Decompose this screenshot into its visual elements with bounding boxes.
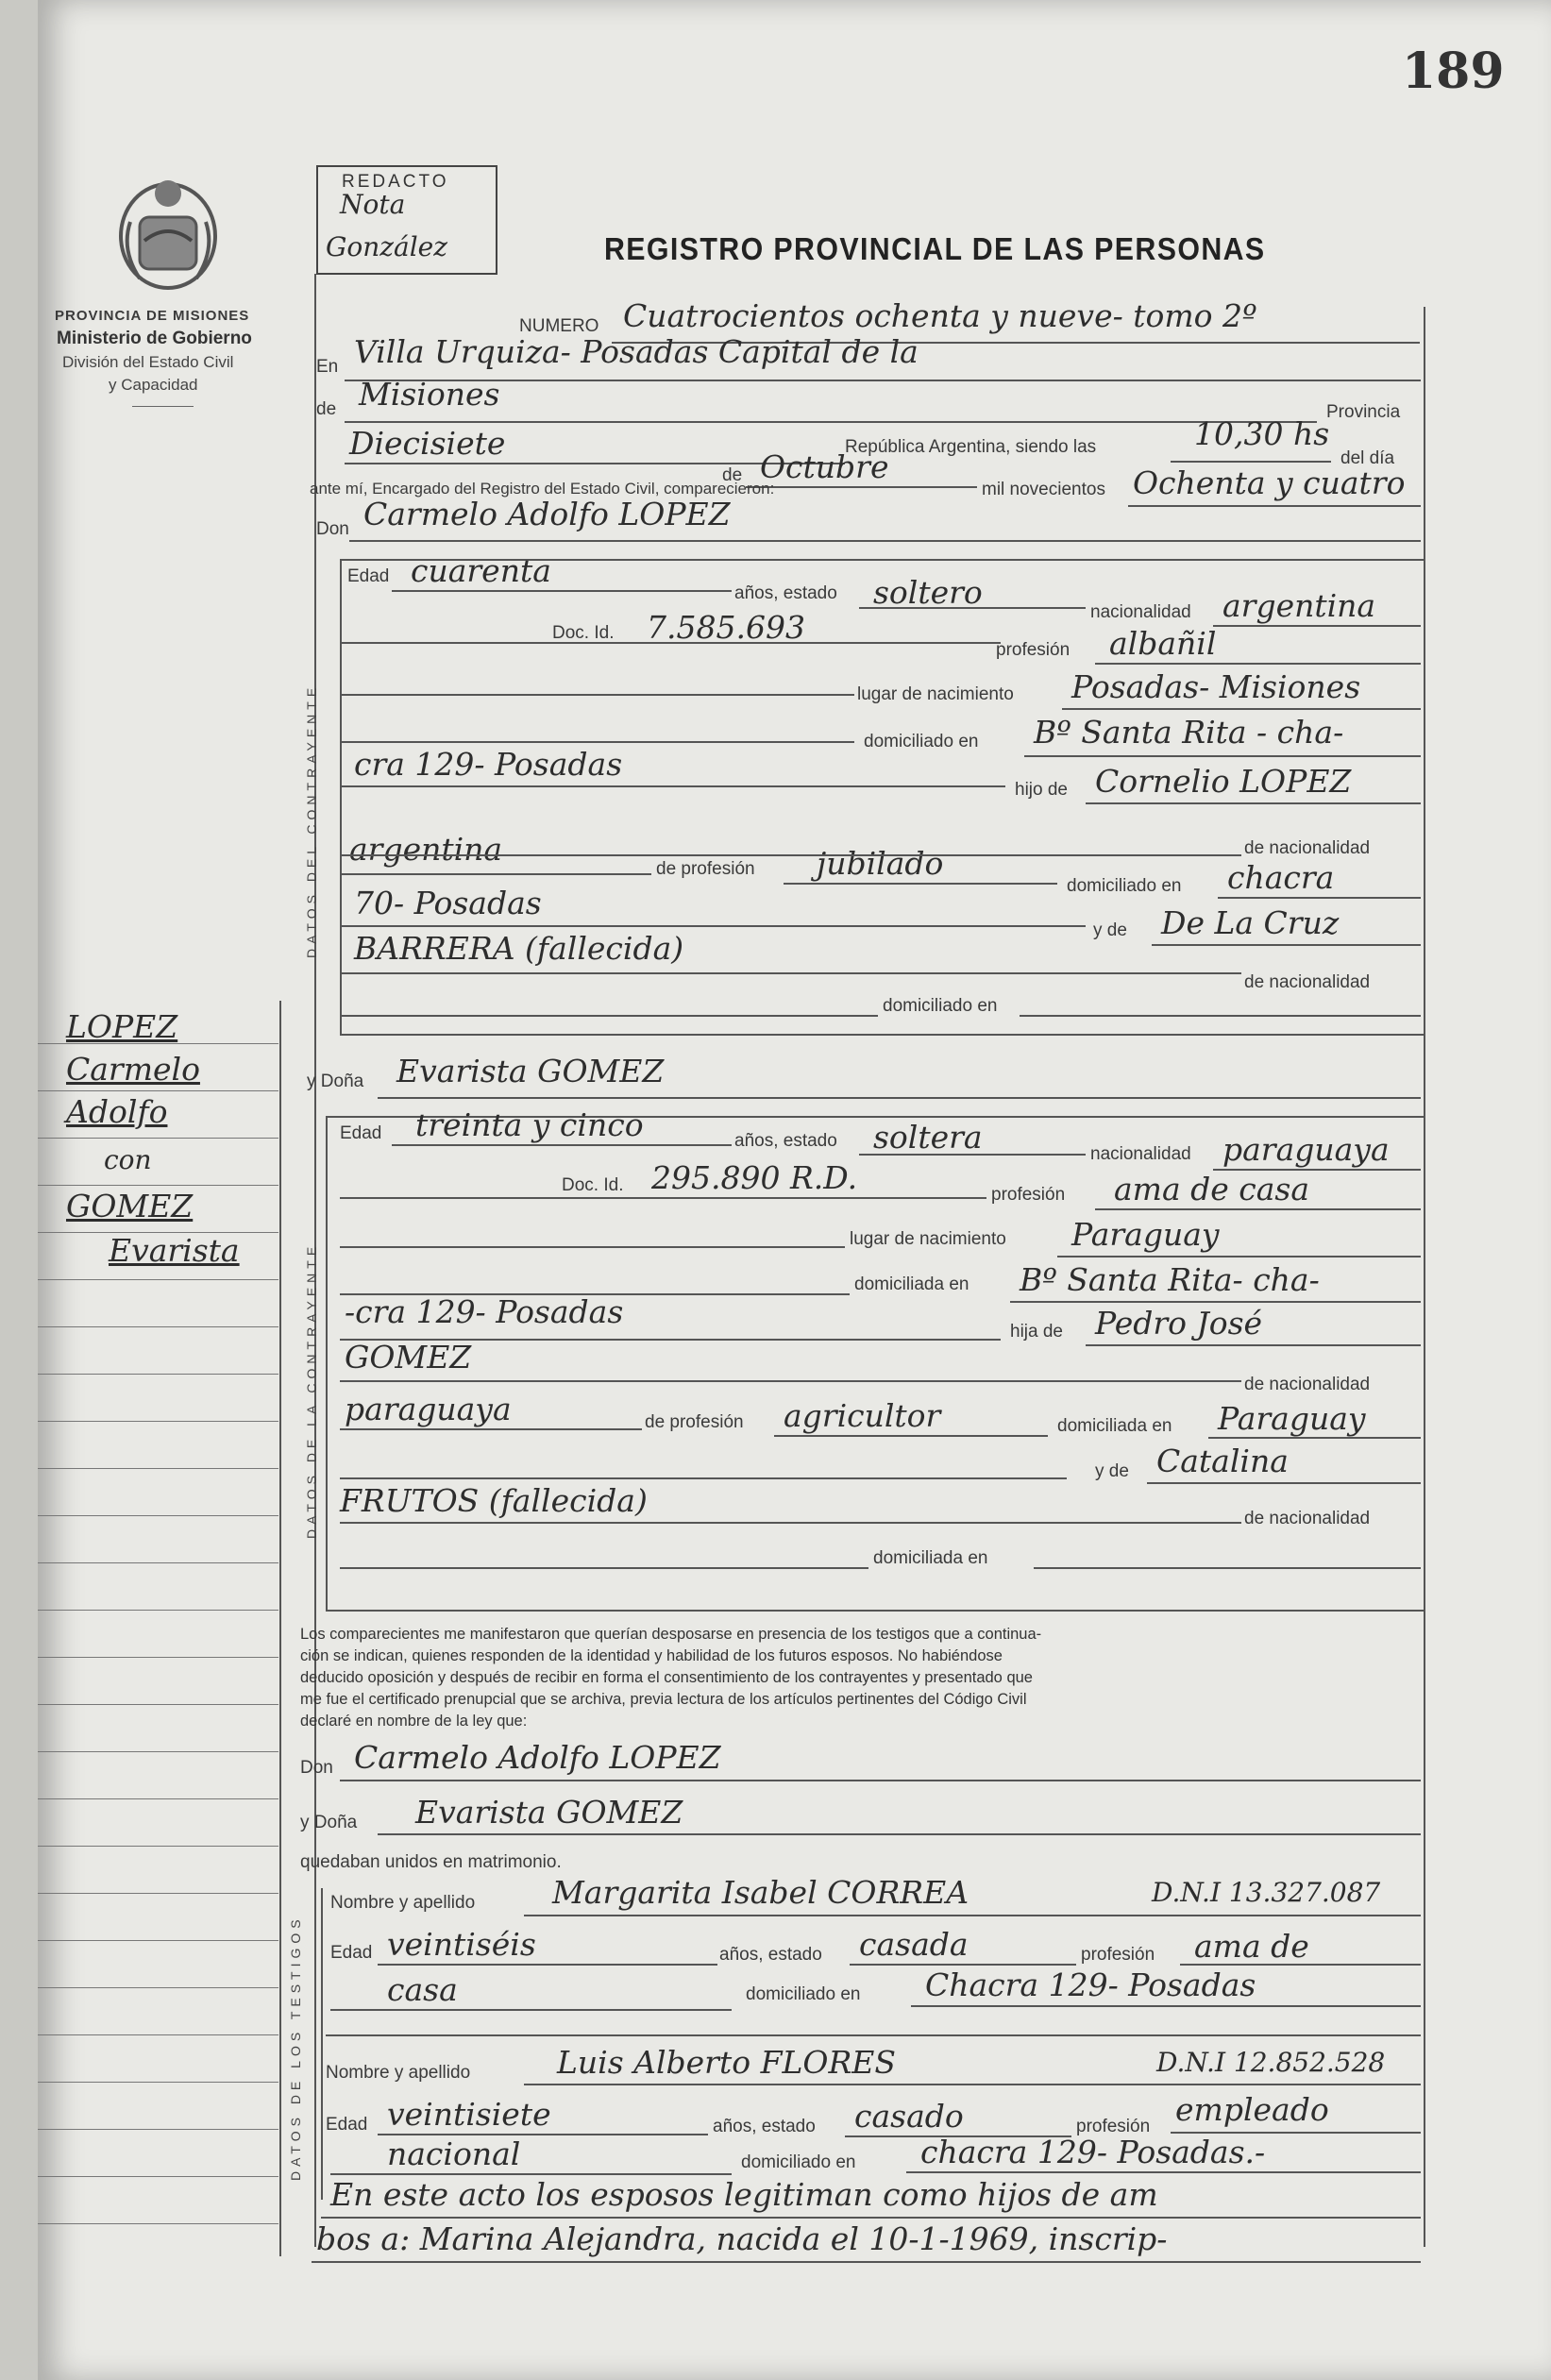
line bbox=[340, 873, 651, 875]
witness-1-prof-2: casa bbox=[387, 1971, 458, 2008]
margin-line bbox=[38, 1468, 278, 1469]
nombre-label-2: Nombre y apellido bbox=[326, 2063, 471, 2083]
bride-mother: Catalina bbox=[1156, 1443, 1289, 1479]
margin-line bbox=[38, 1657, 278, 1658]
bride-father-2: GOMEZ bbox=[345, 1339, 472, 1376]
line bbox=[345, 421, 1317, 423]
line bbox=[850, 1964, 1076, 1966]
doc-label: Doc. Id. bbox=[552, 623, 615, 643]
line bbox=[746, 486, 977, 488]
groom-lugar: Posadas- Misiones bbox=[1071, 668, 1361, 705]
margin-line bbox=[38, 2176, 278, 2177]
line bbox=[340, 741, 854, 743]
declaration-line-4: me fue el certificado prenupcial que se archiva, previa lectura de los artículos pertinentes del Código Civil bbox=[300, 1691, 1027, 1708]
line bbox=[340, 1197, 986, 1199]
bride-father-prof: agricultor bbox=[784, 1397, 941, 1434]
line bbox=[1034, 1567, 1421, 1569]
margin-line bbox=[38, 1751, 278, 1752]
witness-2-prof-2: nacional bbox=[387, 2135, 521, 2172]
margin-line bbox=[38, 1138, 278, 1139]
witness-2-doc: D.N.I 12.852.528 bbox=[1156, 2047, 1386, 2078]
nacionalidad-label-2: nacionalidad bbox=[1090, 1144, 1191, 1164]
domiciliado-label-4: domiciliado en bbox=[741, 2152, 856, 2172]
de-label-2: de bbox=[722, 465, 743, 485]
bride-section-label: DATOS DE LA CONTRAYENTE bbox=[304, 1241, 319, 1539]
line bbox=[378, 1964, 717, 1966]
profesion-label: profesión bbox=[996, 640, 1071, 660]
de-nacionalidad-label: de nacionalidad bbox=[1244, 838, 1371, 858]
margin-surname-2: GOMEZ bbox=[66, 1188, 194, 1224]
province-name: PROVINCIA DE MISIONES bbox=[55, 308, 250, 324]
groom-nacionalidad: argentina bbox=[1222, 587, 1376, 624]
line bbox=[340, 1567, 868, 1569]
witness-section-label: DATOS DE LOS TESTIGOS bbox=[288, 1915, 303, 2181]
page-number: 189 bbox=[1402, 42, 1505, 100]
line bbox=[524, 2084, 1421, 2085]
bride-father: Pedro José bbox=[1095, 1305, 1263, 1342]
line bbox=[1010, 1301, 1421, 1303]
margin-line bbox=[38, 1940, 278, 1941]
witness-1-age: veintiséis bbox=[387, 1926, 536, 1963]
line bbox=[1208, 1437, 1421, 1439]
line bbox=[1180, 1964, 1421, 1966]
hijo-label: hijo de bbox=[1015, 780, 1068, 800]
margin-name-3: Evarista bbox=[109, 1232, 240, 1269]
document-title: REGISTRO PROVINCIAL DE LAS PERSONAS bbox=[604, 231, 1266, 266]
bride-father-dom: Paraguay bbox=[1218, 1400, 1366, 1437]
domiciliado-label-2: domiciliado en bbox=[883, 996, 998, 1016]
margin-border bbox=[279, 1001, 281, 2256]
witness-2-name: Luis Alberto FLORES bbox=[557, 2044, 896, 2081]
line bbox=[859, 1154, 1086, 1156]
groom-section-label: DATOS DEL CONTRAYENTE bbox=[304, 683, 319, 958]
witness-section-border bbox=[321, 1888, 323, 2200]
witness-2-dom: chacra 129- Posadas.- bbox=[920, 2134, 1266, 2170]
hour: 10,30 hs bbox=[1194, 415, 1330, 452]
margin-line bbox=[38, 2223, 278, 2224]
line bbox=[1147, 1482, 1421, 1484]
margin-line bbox=[38, 1846, 278, 1847]
line bbox=[349, 540, 1421, 542]
stamp-label: REDACTO bbox=[342, 172, 449, 192]
edad-label: Edad bbox=[347, 566, 390, 586]
declaration-groom: Carmelo Adolfo LOPEZ bbox=[354, 1739, 721, 1776]
declaration-line-3: deducido oposición y después de recibir en forma el consentimiento de los contrayentes y presentado que bbox=[300, 1669, 1033, 1686]
line bbox=[906, 2171, 1421, 2173]
place: Villa Urquiza- Posadas Capital de la bbox=[354, 333, 919, 370]
line bbox=[340, 1780, 1421, 1781]
y-dona-label: y Doña bbox=[307, 1072, 364, 1091]
line bbox=[340, 1015, 878, 1017]
bride-mother-2: FRUTOS (fallecida) bbox=[340, 1482, 648, 1519]
annotation-line-2: bos a: Marina Alejandra, nacida el 10-1-1969, inscrip- bbox=[316, 2220, 1168, 2257]
nombre-label: Nombre y apellido bbox=[330, 1893, 476, 1913]
groom-doc: 7.585.693 bbox=[647, 609, 805, 646]
anos-label-2: años, estado bbox=[734, 1131, 837, 1151]
don-label-2: Don bbox=[300, 1758, 333, 1778]
bride-name: Evarista GOMEZ bbox=[396, 1053, 665, 1089]
line bbox=[340, 694, 854, 696]
doc-label-2: Doc. Id. bbox=[562, 1175, 624, 1195]
annotation-line-1: En este acto los esposos legitiman como hijos de am bbox=[330, 2176, 1158, 2213]
line bbox=[330, 2173, 732, 2175]
anos-label-3: años, estado bbox=[719, 1945, 822, 1965]
groom-section-border bbox=[340, 559, 342, 1036]
margin-line bbox=[38, 2082, 278, 2083]
domicilio-label: domiciliado en bbox=[864, 732, 979, 751]
groom-father-prof: jubilado bbox=[817, 845, 944, 882]
line bbox=[524, 1915, 1421, 1916]
declaration-line-2: ción se indican, quienes responden de la identidad y habilidad de los futuros esposos. No habiéndose bbox=[300, 1647, 1003, 1664]
bride-section-border bbox=[326, 1116, 328, 1612]
line bbox=[774, 1435, 1048, 1437]
margin-line bbox=[38, 1090, 278, 1091]
de-nacionalidad-label-2: de nacionalidad bbox=[1244, 972, 1371, 992]
margin-line bbox=[38, 1326, 278, 1327]
line bbox=[378, 1097, 1421, 1099]
bride-nacionalidad: paraguaya bbox=[1222, 1131, 1390, 1168]
month: Octubre bbox=[760, 448, 889, 485]
witness-1-prof: ama de bbox=[1194, 1928, 1309, 1965]
line bbox=[1024, 755, 1421, 757]
margin-line bbox=[38, 1515, 278, 1516]
declaration-line-1: Los comparecientes me manifestaron que querían desposarse en presencia de los testigos que a continua- bbox=[300, 1626, 1042, 1643]
domiciliada-label-2: domiciliada en bbox=[1057, 1416, 1172, 1436]
line bbox=[340, 972, 1241, 974]
line bbox=[340, 1034, 1424, 1036]
de-profesion-label: de profesión bbox=[656, 859, 755, 879]
margin-name-2: Adolfo bbox=[66, 1093, 168, 1130]
line bbox=[340, 1380, 1241, 1382]
de-nacionalidad-label-4: de nacionalidad bbox=[1244, 1509, 1371, 1528]
line bbox=[340, 1428, 642, 1430]
declaration-line-5: declaré en nombre de la ley que: bbox=[300, 1713, 528, 1730]
line bbox=[1086, 1344, 1421, 1346]
line bbox=[340, 642, 1001, 644]
anos-label: años, estado bbox=[734, 583, 837, 603]
margin-surname-1: LOPEZ bbox=[66, 1008, 178, 1045]
margin-line bbox=[38, 2129, 278, 2130]
margin-line bbox=[38, 1185, 278, 1186]
province: Misiones bbox=[359, 376, 500, 413]
line bbox=[321, 2217, 1421, 2219]
don-label: Don bbox=[316, 519, 349, 539]
groom-estado: soltero bbox=[873, 574, 983, 611]
line bbox=[1057, 1256, 1421, 1258]
witness-2-prof: empleado bbox=[1175, 2091, 1329, 2128]
line bbox=[340, 925, 1086, 927]
domiciliada-label-3: domiciliada en bbox=[873, 1548, 988, 1568]
profesion-label-2: profesión bbox=[991, 1185, 1066, 1205]
witness-2-estado: casado bbox=[854, 2098, 964, 2135]
margin-name-1: Carmelo bbox=[66, 1051, 200, 1088]
ministry-name: Ministerio de Gobierno bbox=[57, 329, 252, 348]
numero-label: NUMERO bbox=[519, 316, 599, 336]
margin-con: con bbox=[104, 1144, 152, 1175]
hija-label: hija de bbox=[1010, 1322, 1063, 1342]
line bbox=[330, 2009, 732, 2011]
en-label: En bbox=[316, 357, 339, 377]
groom-age: cuarenta bbox=[411, 552, 551, 589]
groom-name: Carmelo Adolfo LOPEZ bbox=[363, 496, 731, 532]
groom-father-nac: argentina bbox=[349, 831, 503, 868]
groom-domicilio-2: cra 129- Posadas bbox=[354, 746, 623, 783]
line bbox=[392, 590, 732, 592]
bride-lugar: Paraguay bbox=[1071, 1216, 1220, 1253]
witness-1-doc: D.N.I 13.327.087 bbox=[1152, 1877, 1381, 1908]
record-number: Cuatrocientos ochenta y nueve- tomo 2º bbox=[623, 297, 1257, 334]
margin-line bbox=[38, 1374, 278, 1375]
domiciliado-label: domiciliado en bbox=[1067, 876, 1182, 896]
margin-line bbox=[38, 1798, 278, 1799]
line bbox=[326, 1610, 1424, 1612]
line bbox=[1213, 625, 1421, 627]
line bbox=[1128, 505, 1421, 507]
groom-father-dom-2: 70- Posadas bbox=[354, 885, 542, 921]
groom-profesion: albañil bbox=[1109, 625, 1217, 662]
line bbox=[340, 785, 1005, 787]
declaration-bride: Evarista GOMEZ bbox=[415, 1794, 683, 1831]
line bbox=[326, 2034, 1421, 2036]
line bbox=[1171, 461, 1331, 463]
edad-label-3: Edad bbox=[330, 1943, 373, 1963]
line bbox=[340, 1246, 845, 1248]
line bbox=[345, 380, 1421, 381]
de-nacionalidad-label-3: de nacionalidad bbox=[1244, 1375, 1371, 1394]
line bbox=[378, 1833, 1421, 1835]
bride-estado: soltera bbox=[873, 1119, 983, 1156]
year: Ochenta y cuatro bbox=[1133, 464, 1406, 501]
witness-2-age: veintisiete bbox=[387, 2096, 551, 2133]
stamp-signature: González bbox=[326, 231, 447, 262]
line bbox=[392, 1144, 732, 1146]
de-label: de bbox=[316, 399, 337, 419]
margin-line bbox=[38, 1704, 278, 1705]
profesion-label-3: profesión bbox=[1081, 1945, 1155, 1965]
provincia-label: Provincia bbox=[1326, 402, 1401, 422]
day: Diecisiete bbox=[349, 425, 506, 462]
groom-domicilio: Bº Santa Rita - cha- bbox=[1034, 714, 1344, 751]
line bbox=[911, 2005, 1421, 2007]
margin-line bbox=[38, 1562, 278, 1563]
bride-domicilio-2: -cra 129- Posadas bbox=[345, 1293, 624, 1330]
line bbox=[340, 1522, 1241, 1524]
bride-father-nac: paraguaya bbox=[345, 1391, 512, 1427]
division-name: División del Estado Civil bbox=[62, 353, 234, 371]
groom-father: Cornelio LOPEZ bbox=[1095, 763, 1352, 800]
line bbox=[1086, 802, 1421, 804]
line bbox=[340, 1477, 1067, 1479]
mil-label: mil novecientos bbox=[982, 480, 1105, 499]
margin-line bbox=[38, 1987, 278, 1988]
de-profesion-label-2: de profesión bbox=[645, 1412, 744, 1432]
margin-line bbox=[38, 1421, 278, 1422]
nacionalidad-label: nacionalidad bbox=[1090, 602, 1191, 622]
margin-line bbox=[38, 1279, 278, 1280]
del-dia-label: del día bbox=[1340, 448, 1395, 468]
y-de-label-2: y de bbox=[1095, 1461, 1129, 1481]
groom-mother: De La Cruz bbox=[1161, 904, 1340, 941]
bride-doc: 295.890 R.D. bbox=[651, 1159, 858, 1196]
lugar-label-2: lugar de nacimiento bbox=[850, 1229, 1006, 1249]
line bbox=[1095, 1208, 1421, 1210]
y-de-label: y de bbox=[1093, 920, 1127, 940]
division-name-2: y Capacidad bbox=[109, 376, 198, 394]
witness-1-dom: Chacra 129- Posadas bbox=[925, 1966, 1256, 2003]
margin-line bbox=[38, 1893, 278, 1894]
witness-1-name: Margarita Isabel CORREA bbox=[552, 1874, 969, 1911]
margin-line bbox=[38, 2034, 278, 2035]
bride-age: treinta y cinco bbox=[415, 1106, 644, 1143]
line bbox=[859, 607, 1086, 609]
line bbox=[1062, 708, 1421, 710]
lugar-label: lugar de nacimiento bbox=[857, 684, 1014, 704]
bride-profesion: ama de casa bbox=[1114, 1171, 1310, 1207]
witness-1-estado: casada bbox=[859, 1926, 969, 1963]
groom-mother-2: BARRERA (fallecida) bbox=[354, 930, 684, 967]
anos-label-4: años, estado bbox=[713, 2117, 816, 2136]
domiciliado-label-3: domiciliado en bbox=[746, 1984, 861, 2004]
line bbox=[784, 883, 1057, 885]
stamp-note: Nota bbox=[340, 189, 406, 220]
coat-of-arms-icon bbox=[111, 165, 225, 293]
edad-label-4: Edad bbox=[326, 2115, 368, 2135]
line bbox=[312, 2261, 1421, 2263]
line bbox=[1218, 897, 1421, 899]
domiciliada-label: domiciliada en bbox=[854, 1274, 969, 1294]
republica-label: República Argentina, siendo las bbox=[845, 437, 1097, 457]
y-dona-label-2: y Doña bbox=[300, 1813, 358, 1832]
profesion-label-4: profesión bbox=[1076, 2117, 1151, 2136]
frame-right bbox=[1424, 307, 1425, 2247]
line bbox=[1152, 944, 1421, 946]
groom-father-dom: chacra bbox=[1227, 859, 1335, 896]
ante-label: ante mí, Encargado del Registro del Estado Civil, comparecieron: bbox=[310, 480, 775, 498]
divider bbox=[132, 406, 194, 407]
line bbox=[340, 854, 1241, 856]
line bbox=[1095, 663, 1421, 665]
bride-domicilio: Bº Santa Rita- cha- bbox=[1020, 1261, 1320, 1298]
quedaban-text: quedaban unidos en matrimonio. bbox=[300, 1852, 562, 1872]
line bbox=[1020, 1015, 1421, 1017]
edad-label-2: Edad bbox=[340, 1123, 382, 1143]
margin-line bbox=[38, 1610, 278, 1611]
